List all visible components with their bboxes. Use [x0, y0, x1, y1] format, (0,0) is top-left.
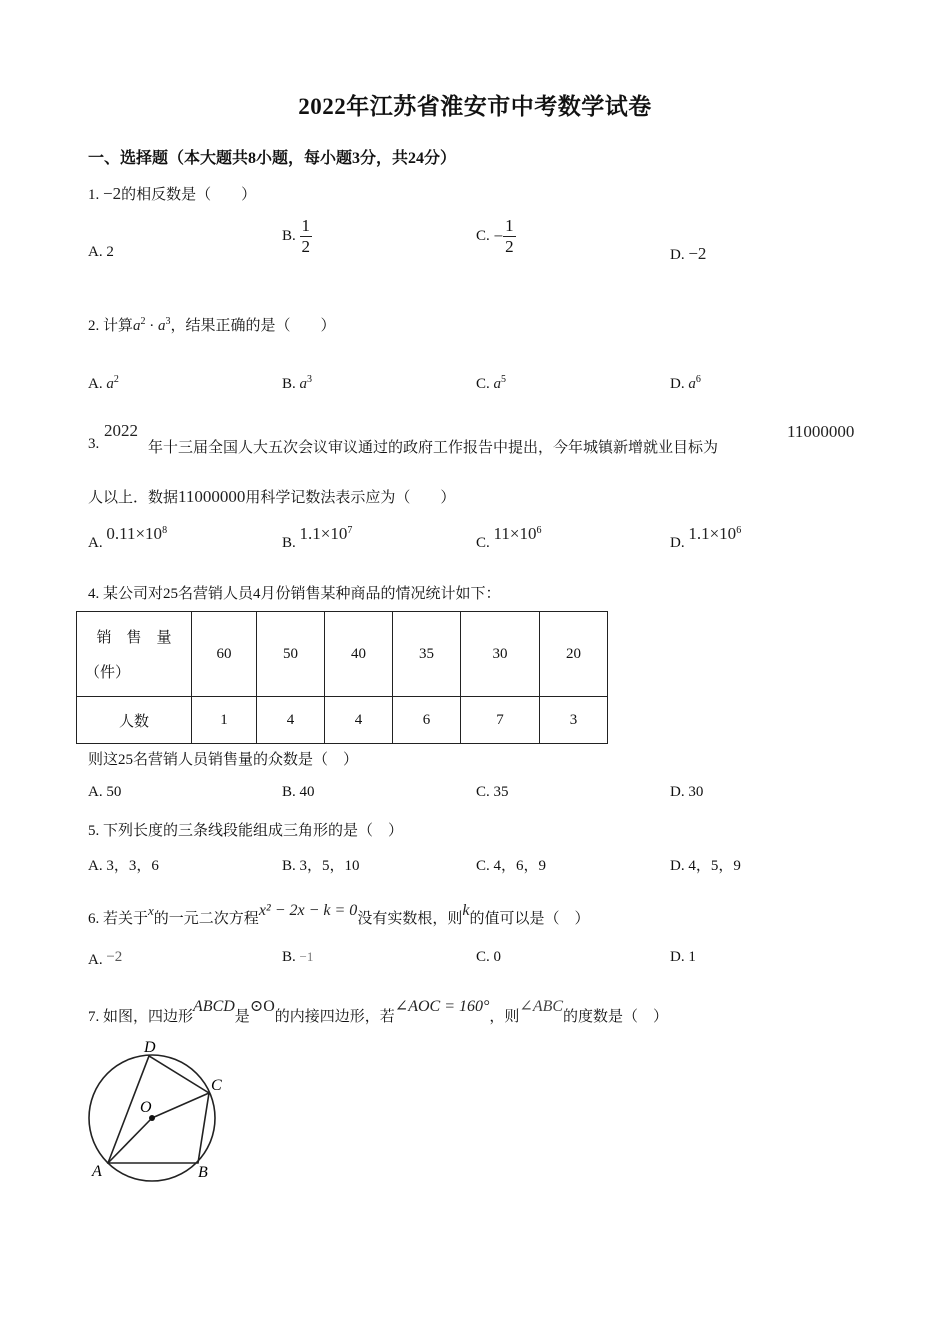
q3-option-d[interactable] [670, 524, 741, 552]
q1-option-c-fraction [503, 216, 516, 257]
option-value: −1 [299, 949, 314, 964]
table-cell: 35 [393, 612, 461, 697]
circle-quadrilateral-figure [80, 1030, 240, 1190]
header-line-1: 销 售 量 [96, 630, 172, 646]
fraction-numerator: 1 [505, 216, 514, 235]
q1-number: 1. [88, 187, 103, 203]
fraction-numerator: 1 [301, 216, 311, 235]
q2-option-d[interactable] [670, 374, 701, 393]
label-c: C [211, 1077, 222, 1094]
q4-option-c[interactable]: C. 35 [476, 784, 509, 800]
option-exponent: 6 [695, 374, 701, 385]
option-variable: a [688, 376, 696, 392]
option-label: A. [88, 376, 107, 392]
q3-line2 [88, 486, 455, 507]
table-cell: 40 [325, 612, 393, 697]
option-label: C. [476, 535, 494, 551]
label-d: D [144, 1039, 156, 1056]
q3-target-number: 11000000 [787, 422, 855, 441]
q7-number: 7. 如图，四边形 [88, 1009, 194, 1025]
option-exponent: 3 [307, 374, 313, 385]
q2-option-a[interactable] [88, 374, 119, 393]
q4-option-d[interactable]: D. 30 [670, 784, 704, 800]
table-cell: 30 [461, 612, 540, 697]
minus-sign: − [493, 226, 504, 246]
section-heading: 一、选择题（本大题共8小题，每小题3分，共24分） [88, 150, 457, 167]
table-cell: 3 [540, 697, 608, 744]
q6-option-d[interactable]: D. 1 [670, 949, 696, 965]
q1-option-c[interactable] [476, 216, 516, 257]
q1-expression: −2 [103, 184, 122, 203]
q7-text4: 的度数是（ ） [563, 1009, 669, 1025]
table-header-cell [77, 612, 192, 697]
q5-option-d[interactable]: D. 4，5，9 [670, 858, 741, 874]
q1-text: 的相反数是（ ） [121, 187, 257, 203]
option-label: B. [282, 535, 300, 551]
q3-text: 年十三届全国人大五次会议审议通过的政府工作报告中提出，今年城镇新增就业目标为 [148, 440, 719, 456]
q3-line2-question: 用科学记数法表示应为（ ） [245, 490, 456, 506]
q2-exponent-2: 2 [140, 316, 146, 327]
q2-number: 2. 计算 [88, 318, 134, 334]
option-label: B. [282, 949, 300, 965]
q5-option-b[interactable]: B. 3，5，10 [282, 858, 360, 874]
table-cell: 1 [192, 697, 257, 744]
header-line-2: （件） [85, 665, 131, 681]
table-row [77, 697, 608, 744]
question-4: 4. 某公司对25名营销人员4月份销售某种商品的情况统计如下： [88, 586, 501, 602]
table-cell: 4 [325, 697, 393, 744]
option-value: 1.1×10 [299, 524, 348, 543]
page-title: 2022年江苏省淮安市中考数学试卷 [298, 94, 652, 119]
table-cell: 20 [540, 612, 608, 697]
table-row [77, 612, 608, 697]
option-label: D. [670, 376, 689, 392]
option-value: 0.11×10 [106, 524, 163, 543]
q6-text1: 的一元二次方程 [153, 911, 259, 927]
option-exponent: 6 [736, 525, 742, 536]
q2-base-b: a [158, 318, 166, 334]
option-label: B. [282, 376, 300, 392]
q2-text: ，结果正确的是（ ） [170, 318, 336, 334]
q6-option-c[interactable]: C. 0 [476, 949, 502, 965]
q3-number: 3. [88, 436, 100, 452]
table-cell: 6 [393, 697, 461, 744]
question-7 [88, 996, 668, 1026]
option-exponent: 6 [536, 525, 542, 536]
sales-table [76, 611, 608, 744]
q6-equation: x² − 2x − k = 0 [258, 902, 358, 919]
q3-option-a[interactable] [88, 524, 167, 552]
q7-text1: 是 [234, 1009, 250, 1025]
q6-number: 6. 若关于 [88, 911, 149, 927]
q7-text3: ，则 [489, 1009, 520, 1025]
q7-circle-symbol: ⊙O [249, 998, 275, 1015]
fraction-denominator: 2 [301, 237, 311, 256]
q6-variable-k: k [462, 902, 470, 919]
option-label: A. [88, 952, 107, 968]
q6-text2: 没有实数根，则 [357, 911, 463, 927]
q6-text3: 的值可以是（ ） [469, 911, 590, 927]
question-2 [88, 314, 336, 335]
option-value: −2 [106, 949, 123, 965]
option-value: 1.1×10 [688, 524, 737, 543]
option-label: C. [476, 376, 494, 392]
option-exponent: 7 [347, 525, 353, 536]
q3-year: 2022 [104, 421, 138, 440]
q3-option-c[interactable] [476, 524, 541, 552]
table-cell: 60 [192, 612, 257, 697]
q6-variable-x: x [148, 903, 154, 918]
table-cell: 7 [461, 697, 540, 744]
segment-oc [152, 1093, 209, 1118]
q6-option-b[interactable] [282, 949, 313, 966]
option-exponent: 5 [501, 374, 507, 385]
q3-option-b[interactable] [282, 524, 352, 552]
q7-angle-abc: ∠ABC [519, 998, 564, 1015]
q4-question: 则这25名营销人员销售量的众数是（ ） [88, 752, 359, 768]
q4-option-a[interactable]: A. 50 [88, 784, 122, 800]
q3-line2-number: 11000000 [178, 487, 246, 506]
q1-option-d-value: −2 [688, 244, 707, 263]
question-1 [88, 183, 256, 204]
table-cell: 4 [257, 697, 325, 744]
label-b: B [198, 1164, 208, 1181]
multiply-dot: · [145, 318, 159, 334]
q1-option-a[interactable]: A. 2 [88, 244, 114, 260]
option-variable: a [493, 376, 502, 392]
q1-option-b-label: B. [282, 228, 300, 244]
q7-quadrilateral: ABCD [193, 998, 235, 1015]
q1-option-c-label: C. [476, 228, 494, 244]
label-a: A [92, 1163, 102, 1180]
option-label: D. [670, 535, 689, 551]
option-exponent: 8 [162, 525, 168, 536]
q4-option-b[interactable]: B. 40 [282, 784, 315, 800]
q6-option-a[interactable] [88, 949, 122, 969]
q2-option-b[interactable] [282, 374, 312, 393]
q7-angle-aoc: ∠AOC = 160° [394, 998, 490, 1015]
question-6 [88, 902, 589, 928]
table-row-label: 人数 [77, 697, 192, 744]
q5-option-c[interactable]: C. 4，6，9 [476, 858, 547, 874]
label-o: O [140, 1099, 152, 1116]
q1-option-d[interactable] [670, 244, 706, 264]
option-variable: a [106, 376, 114, 392]
q2-exponent-3: 3 [165, 316, 171, 327]
q5-option-a[interactable]: A. 3，3，6 [88, 858, 159, 874]
q2-base-a: a [133, 318, 141, 334]
option-exponent: 2 [113, 374, 119, 385]
q7-text2: 的内接四边形，若 [274, 1009, 395, 1025]
table-cell: 50 [257, 612, 325, 697]
q1-option-b[interactable] [282, 216, 312, 257]
q1-option-b-fraction [300, 216, 313, 257]
option-value: 11×10 [493, 524, 537, 543]
segment-ao [108, 1118, 152, 1163]
option-variable: a [299, 376, 308, 392]
question-5: 5. 下列长度的三条线段能组成三角形的是（ ） [88, 823, 404, 839]
fraction-denominator: 2 [505, 237, 514, 256]
q2-option-c[interactable] [476, 374, 506, 393]
q1-option-d-label: D. [670, 247, 689, 263]
option-label: A. [88, 535, 107, 551]
q3-line2-text: 人以上．数据 [88, 490, 179, 506]
